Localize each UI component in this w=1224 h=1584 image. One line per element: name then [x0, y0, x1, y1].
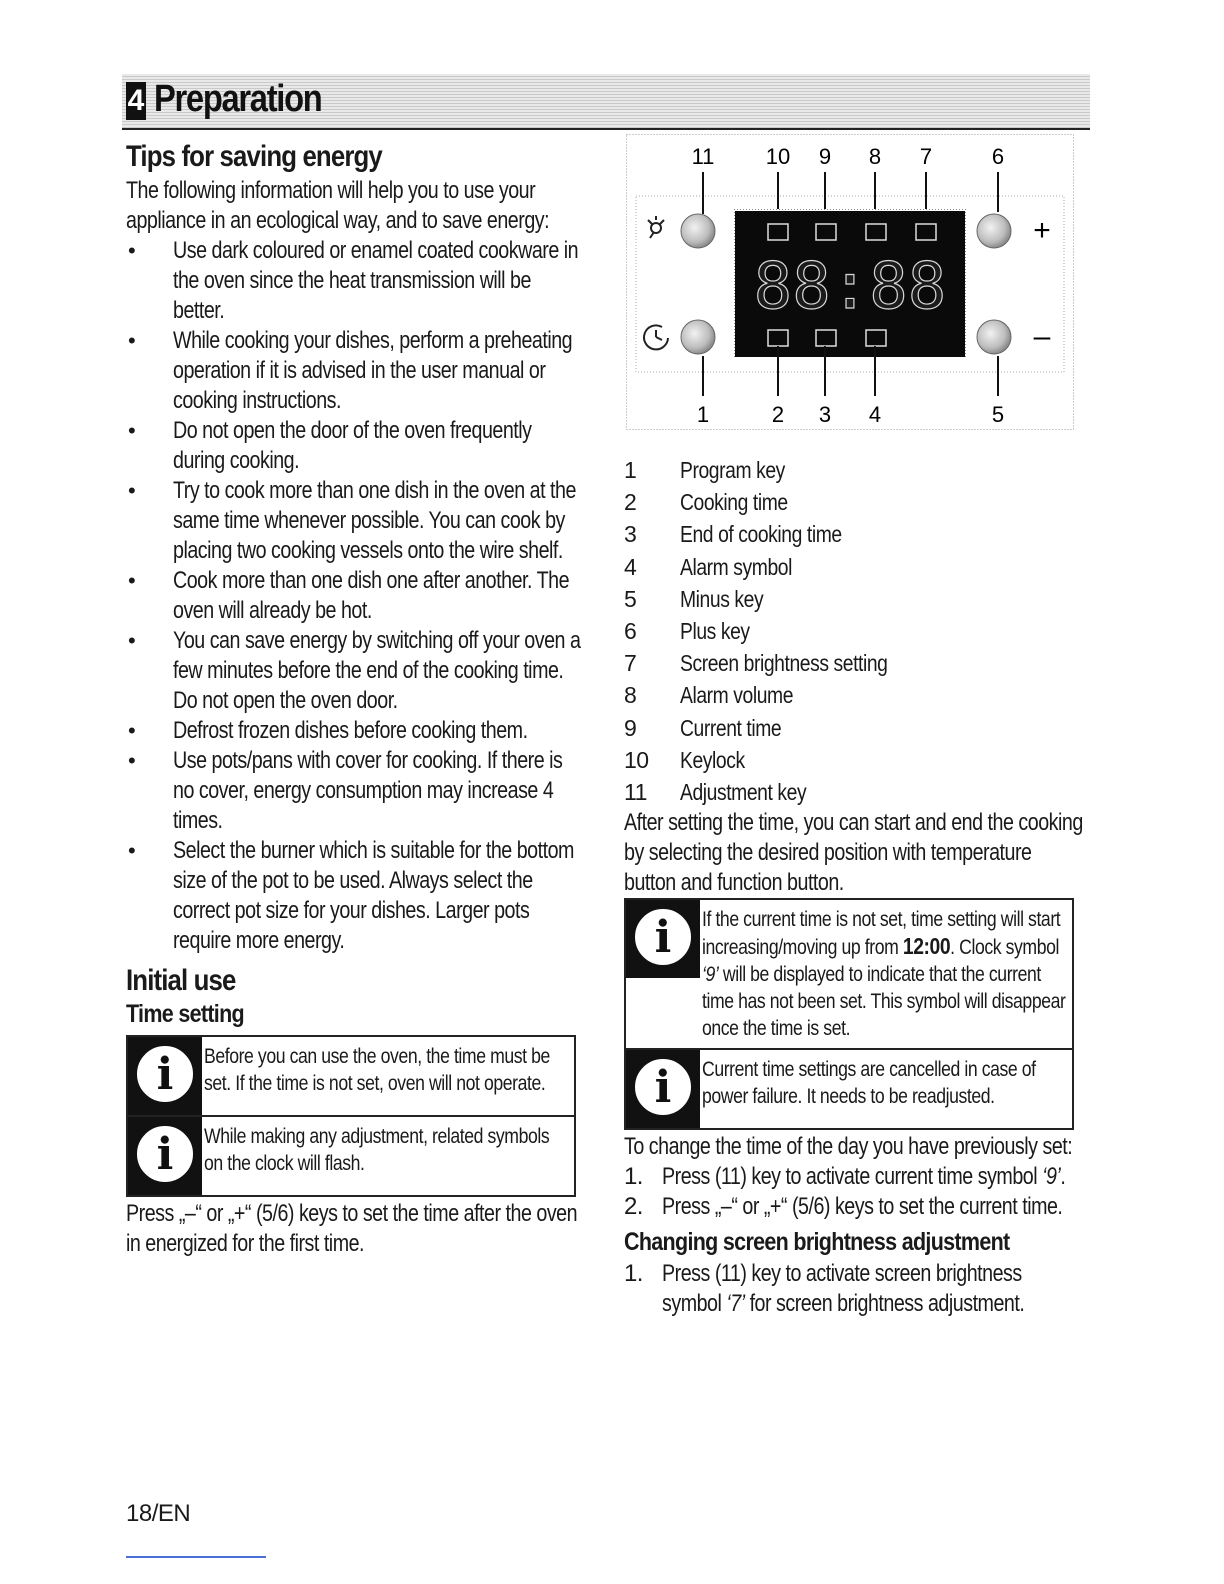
time-setting-heading: Time setting: [126, 1000, 244, 1028]
bullet-icon: •: [128, 718, 136, 743]
callout-1: 1: [696, 402, 710, 427]
info-icon: i: [626, 900, 700, 978]
control-panel-svg: [626, 134, 1074, 430]
callout-5: 5: [991, 402, 1005, 427]
plus-symbol: +: [1033, 214, 1051, 247]
list-item: • Select the burner which is suitable for the bottom size of the pot to be used. Always select the correct pot size for your dishes. Larger pots require more energy.: [128, 837, 574, 954]
list-item: 2. Press „–“ or „+“ (5/6) keys to set the current time.: [624, 1193, 1063, 1221]
change-time-intro: To change the time of the day you have previously set:: [624, 1133, 1073, 1161]
list-item: • You can save energy by switching off your oven a few minutes before the end of the cooking time. Do not open the oven door.: [128, 627, 581, 714]
bullet-icon: •: [128, 748, 136, 773]
legend-item: 11 Adjustment key: [624, 779, 807, 806]
legend-item: 1 Program key: [624, 457, 785, 483]
adjustment-knob: [681, 214, 715, 248]
list-item: • While cooking your dishes, perform a preheating operation if it is advised in the user manual or cooking instructions.: [128, 327, 573, 414]
list-item: • Try to cook more than one dish in the oven at the same time whenever possible. You can cook by placing two cooking vessels onto the wire shelf.: [128, 477, 576, 564]
info-note: i While making any adjustment, related symbols on the clock will flash.: [128, 1115, 574, 1195]
callout-4: 4: [868, 402, 882, 427]
tips-list: [126, 236, 586, 956]
legend-item: 5 Minus key: [624, 585, 764, 612]
bullet-icon: •: [128, 628, 136, 653]
callout-8: 8: [868, 144, 882, 169]
list-item: • Use pots/pans with cover for cooking. If there is no cover, energy consumption may increase 4 times.: [128, 747, 563, 834]
change-time-steps: [624, 1162, 1084, 1222]
list-item: • Do not open the door of the oven frequently during cooking.: [128, 417, 532, 474]
callout-10: 10: [765, 144, 791, 169]
brightness-heading: Changing screen brightness adjustment: [624, 1228, 1010, 1257]
callout-11: 11: [691, 144, 715, 169]
bullet-icon: •: [128, 478, 136, 503]
bullet-icon: •: [128, 418, 136, 443]
legend-item: 2 Cooking time: [624, 489, 788, 516]
list-item: 1. Press (11) key to activate current time symbol ‘9’.: [624, 1163, 1066, 1191]
chapter-header: [122, 74, 1090, 130]
right-column: [624, 440, 1084, 1319]
tips-heading: Tips for saving energy: [126, 140, 382, 173]
info-box: [126, 1035, 576, 1197]
legend-item: 3 End of cooking time: [624, 521, 842, 548]
legend-item: 8 Alarm volume: [624, 682, 794, 709]
bullet-icon: •: [128, 568, 136, 593]
chapter-title: Preparation: [154, 78, 322, 120]
tips-intro: The following information will help you to use your appliance in an ecological way, and to save energy:: [126, 177, 550, 234]
legend-item: 9 Current time: [624, 714, 782, 741]
first-time-instruction: Press „–“ or „+“ (5/6) keys to set the time after the oven in energized for the first time.: [126, 1200, 578, 1257]
initial-use-heading: Initial use: [126, 964, 236, 997]
info-icon: i: [128, 1117, 202, 1195]
plus-knob: [977, 214, 1011, 248]
legend-item: 6 Plus key: [624, 618, 750, 645]
minus-knob: [977, 320, 1011, 354]
left-column: [126, 140, 586, 1259]
control-panel-diagram: [626, 134, 1074, 430]
callout-7: 7: [919, 144, 933, 169]
list-item: • Cook more than one dish one after another. The oven will already be hot.: [128, 567, 570, 624]
bullet-icon: •: [128, 838, 136, 863]
footer-line: [126, 1556, 266, 1558]
bullet-icon: •: [128, 328, 136, 353]
list-item: • Use dark coloured or enamel coated cookware in the oven since the heat transmission will be better.: [128, 237, 579, 324]
info-icon: i: [626, 1050, 700, 1128]
info-icon: i: [128, 1037, 202, 1115]
callout-3: 3: [818, 402, 832, 427]
minus-symbol: –: [1033, 320, 1051, 353]
bullet-icon: •: [128, 238, 136, 263]
info-box: [624, 898, 1074, 1130]
legend-item: 7 Screen brightness setting: [624, 650, 888, 677]
after-setting-text: After setting the time, you can start and end the cooking by selecting the desired position with temperature button and function button.: [624, 809, 1083, 897]
program-knob: [681, 320, 715, 354]
info-note: i If the current time is not set, time setting will start increasing/moving up from 12:00. Clock symbol ‘9’ will be displayed to indicate that the current time has not been set. This symbol will disappear once the time is set.: [626, 900, 1072, 1048]
callout-9: 9: [818, 144, 832, 169]
info-note: i Before you can use the oven, the time must be set. If the time is not set, oven will not operate.: [128, 1037, 574, 1115]
legend-item: 4 Alarm symbol: [624, 553, 792, 580]
page-number: 18/EN: [126, 1500, 191, 1527]
chapter-number: 4: [126, 82, 146, 120]
callout-6: 6: [991, 144, 1005, 169]
brightness-steps: [624, 1259, 1084, 1319]
clock-digits: 88:88: [753, 250, 947, 324]
list-item: 1. Press (11) key to activate screen brightness symbol ‘7’ for screen brightness adjustment.: [624, 1260, 1025, 1318]
callout-2: 2: [771, 402, 785, 427]
legend-item: 10 Keylock: [624, 746, 745, 773]
info-note: i Current time settings are cancelled in case of power failure. It needs to be readjusted.: [626, 1048, 1072, 1128]
list-item: • Defrost frozen dishes before cooking them.: [128, 717, 528, 744]
legend-list: [624, 454, 1084, 808]
